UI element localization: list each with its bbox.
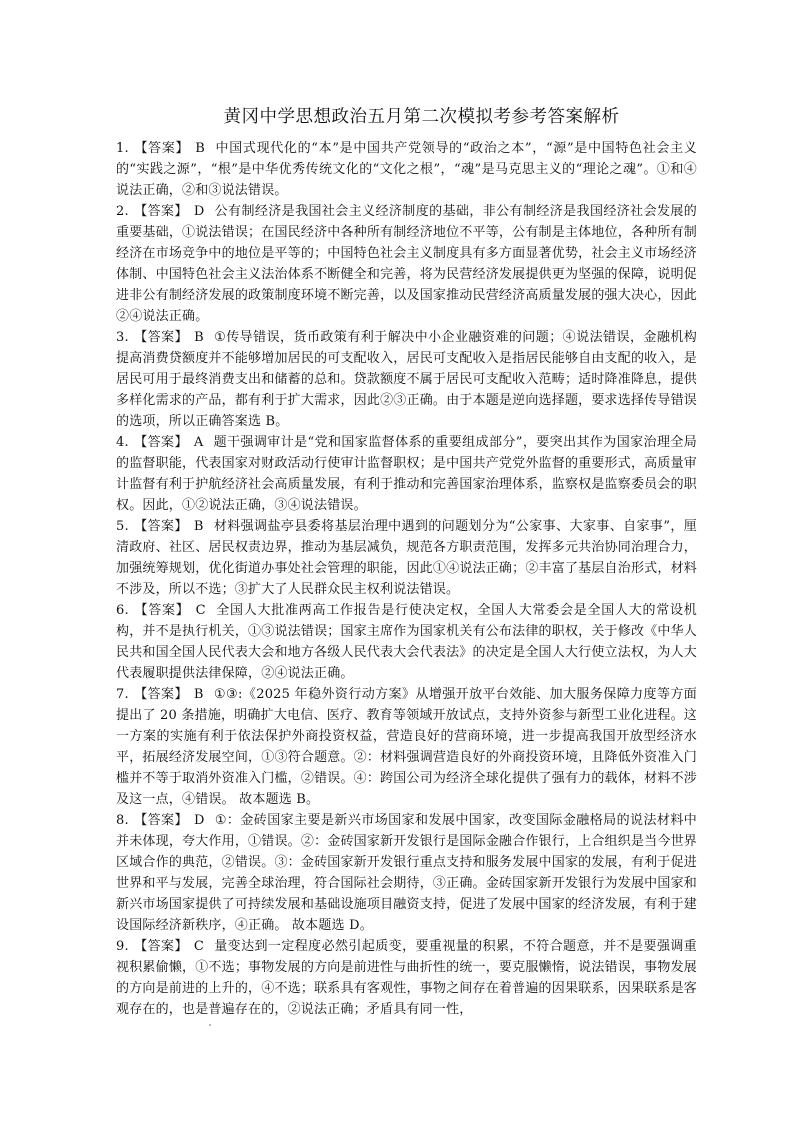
answer-key: D [193,813,205,828]
answer-tag: 【答案】 [134,603,190,618]
answer-key: A [193,435,204,450]
answer-item-7 [116,684,697,810]
answer-tag: 【答案】 [134,813,188,828]
question-number: 7. [116,687,129,702]
scan-dot [209,1024,211,1026]
answer-tag: 【答案】 [134,330,189,345]
answer-explanation: 题干强调审计是“党和国家监督体系的重要组成部分”，要突出其作为国家治理全局的监督职能，代表国家对财政活动行使审计监督职权；是中国共产党党外监督的重要形式，高质量审计监督有利于护航经济社会高质量发展，有利于推动和完善国家治理体系，监察权是监察委员会的职权。因此，①②说法正确，③④说法错误。 [116,435,697,513]
answer-key: C [195,603,206,618]
answer-item-2 [116,201,697,327]
answer-item-5 [116,516,697,600]
question-number: 8. [116,813,129,828]
answer-tag: 【答案】 [134,435,188,450]
question-number: 6. [116,603,129,618]
question-number: 4. [116,435,129,450]
answer-item-4 [116,432,697,516]
answer-explanation: 公有制经济是我国社会主义经济制度的基础，非公有制经济是我国经济社会发展的重要基础，①说法错误；在国民经济中各种所有制经济地位不平等，公有制是主体地位，各种所有制经济在市场竞争中的地位是平等的；中国特色社会主义制度具有多方面显著优势，社会主义市场经济体制、中国特色社会主义法治体系不断健全和完善，将为民营经济发展提供更为坚强的保障，说明促进非公有制经济发展的政策制度环境不断完善，以及国家推动民营经济高质量发展的强大决心，因此②④说法正确。 [116,204,697,324]
answer-tag: 【答案】 [134,204,188,219]
question-number: 3. [116,330,129,345]
answer-explanation: 全国人大批准两高工作报告是行使决定权，全国人大常委会是全国人大的常设机构，并不是执行机关，①③说法错误；国家主席作为国家机关有公布法律的职权，关于修改《中华人民共和国全国人民代表大会和地方各级人民代表大会代表法》的决定是全国人大行使立法权，为人大代表履职提供法律保障，②④说法正确。 [116,603,697,681]
answer-key: B [195,141,206,156]
answer-key: B [193,687,204,702]
answer-key: C [193,939,205,954]
question-number: 1. [116,141,129,156]
answer-tag: 【答案】 [134,687,188,702]
answer-key: B [193,519,204,534]
answer-tag: 【答案】 [134,141,190,156]
answer-explanation: 中国式现代化的“本”是中国共产党领导的“政治之本”，“源”是中国特色社会主义的“实践之源”，“根”是中华优秀传统文化的“文化之根”，“魂”是马克思主义的“理论之魂”。①和④说法正确，②和③说法错误。 [116,141,697,198]
answer-key: D [193,204,205,219]
question-number: 2. [116,204,129,219]
answer-item-6 [116,600,697,684]
answer-explanation: ①③:《2025 年稳外资行动方案》从增强开放平台效能、加大服务保障力度等方面提出了 20 条措施，明确扩大电信、医疗、教育等领域开放试点，支持外资参与新型工业化进程。这一方案的实施有利于依法保护外商投资权益，营造良好的营商环境，进一步提高我国开放型经济水平，拓展经济发展空间，①③符合题意。②：材料强调营造良好的外商投资环境，且降低外资准入门槛并不等于取消外资准入门槛，②错误。④：跨国公司为经济全球化提供了强有力的载体，材料不涉及这一点，④错误。 故本题选 B。 [116,687,697,807]
answer-key: B [194,330,204,345]
question-number: 5. [116,519,129,534]
answer-item-8 [116,810,697,936]
answer-tag: 【答案】 [134,519,188,534]
page-title: 黄冈中学思想政治五月第二次模拟考参考答案解析 [223,107,620,127]
answer-item-1 [116,138,697,201]
answer-explanation: 材料强调盐亭县委将基层治理中遇到的问题划分为“公家事、大家事、自家事”，厘清政府、社区、居民权责边界，推动为基层减负，规范各方职责范围，发挥多元共治协同治理合力，加强统筹规划，优化街道办事处社会管理的职能，因此①④说法正确；②丰富了基层自治形式，材料不涉及，所以不选；③扩大了人民群众民主权利说法错误。 [116,519,697,597]
question-number: 9. [116,939,129,954]
answer-explanation: 量变达到一定程度必然引起质变，要重视量的积累，不符合题意，并不是要强调重视积累偷懒，①不选；事物发展的方向是前进性与曲折性的统一，要克服懒惰，说法错误，事物发展的方向是前进的上升的，④不选；联系具有客观性，事物之间存在着普遍的因果联系，因果联系是客观存在的，也是普遍存在的，②说法正确；矛盾具有同一性， [116,939,697,1017]
answer-item-9 [116,936,697,1020]
answer-explanation: ①：金砖国家主要是新兴市场国家和发展中国家，改变国际金融格局的说法材料中并未体现，夸大作用，①错误。②：金砖国家新开发银行是国际金融合作银行，上合组织是当今世界区域合作的典范，②错误。③：金砖国家新开发银行重点支持和服务发展中国家的发展，有利于促进世界和平与发展，完善全球治理，符合国际社会期待，③正确。金砖国家新开发银行为发展中国家和新兴市场国家提供了可持续发展和基础设施项目融资支持，促进了发展中国家的经济发展，有利于建设国际经济新秩序，④正确。 故本题选 D。 [116,813,697,933]
answer-item-3 [116,327,697,432]
answer-explanation: ①传导错误，货币政策有利于解决中小企业融资难的问题；④说法错误，金融机构提高消费贷额度并不能够增加居民的可支配收入，居民可支配收入是指居民能够自由支配的收入，是居民可用于最终消费支出和储蓄的总和。贷款额度不属于居民可支配收入范畴；适时降准降息，提供多样化需求的产品，都有利于扩大需求，因此②③正确。由于本题是逆向选择题，要求选择传导错误的选项，所以正确答案选 B。 [116,330,697,429]
answer-tag: 【答案】 [134,939,188,954]
